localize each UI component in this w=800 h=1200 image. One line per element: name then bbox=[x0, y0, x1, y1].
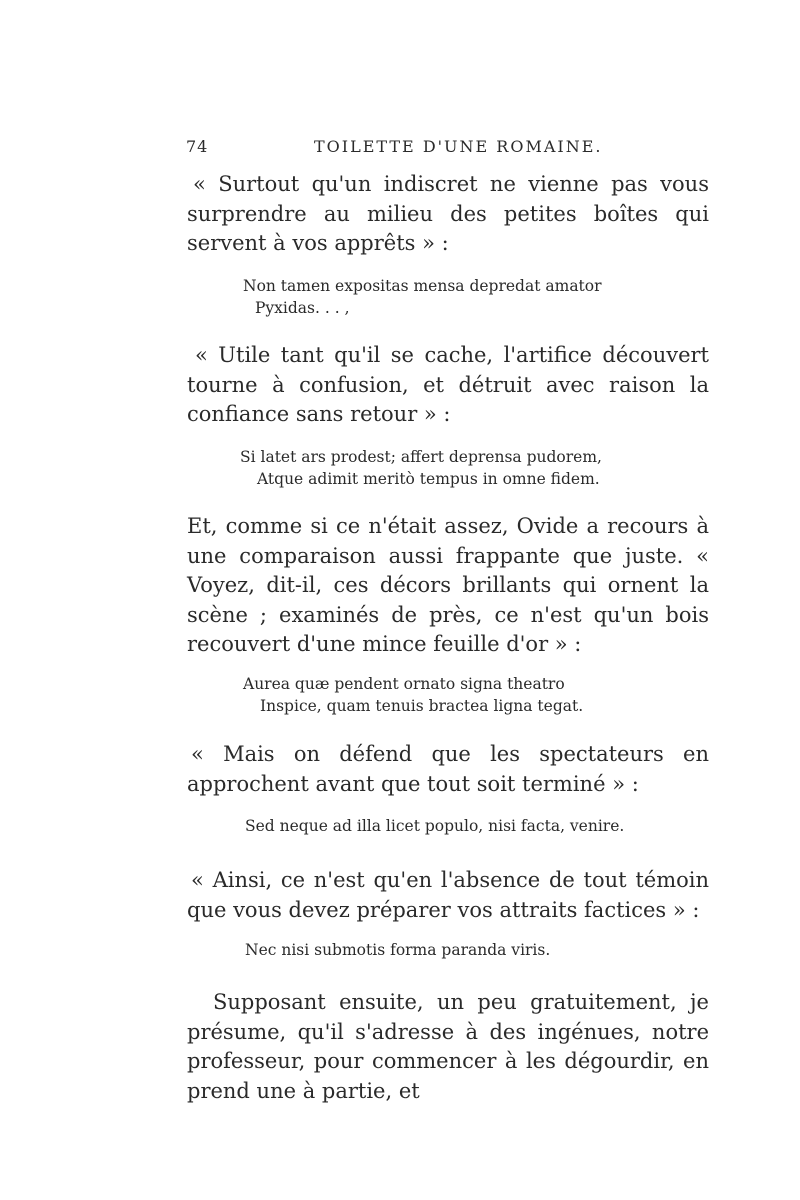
verse-line: Si latet ars prodest; affert deprensa pudorem, bbox=[240, 448, 602, 466]
verse-line: Sed neque ad illa licet populo, nisi facta, venire. bbox=[245, 817, 625, 835]
verse-line: Inspice, quam tenuis bractea ligna tegat. bbox=[260, 697, 584, 715]
verse-quote-3 bbox=[243, 673, 583, 717]
verse-line: Nec nisi submotis forma paranda viris. bbox=[245, 941, 551, 959]
verse-line: Pyxidas. . . , bbox=[255, 299, 350, 317]
verse-quote-2 bbox=[240, 446, 602, 490]
verse-line: Atque adimit meritò tempus in omne fidem. bbox=[257, 470, 600, 488]
verse-quote-4 bbox=[245, 815, 624, 837]
paragraph-2: « Utile tant qu'il se cache, l'artifice découvert tourne à confusion, et détruit avec raison la confiance sans retour » : bbox=[187, 343, 709, 426]
verse-line: Aurea quæ pendent ornato signa theatro bbox=[243, 675, 565, 693]
verse-line: Non tamen expositas mensa depredat amator bbox=[243, 277, 602, 295]
page-number: 74 bbox=[186, 137, 209, 156]
verse-quote-1 bbox=[243, 275, 602, 319]
verse-quote-5 bbox=[245, 939, 550, 961]
paragraph-4: « Mais on défend que les spectateurs en approchent avant que tout soit terminé » : bbox=[187, 742, 709, 796]
page-header bbox=[186, 137, 706, 159]
running-title: TOILETTE D'UNE ROMAINE. bbox=[314, 137, 603, 156]
paragraph-3: Et, comme si ce n'était assez, Ovide a recours à une comparaison aussi frappante que juste. « Voyez, dit-il, ces décors brillants qui ornent la scène ; examinés de près, ce n'est qu'un bois recouvert d'une mince feuille d'or » : bbox=[187, 514, 709, 656]
paragraph-6: Supposant ensuite, un peu gratuitement, je présume, qu'il s'adresse à des ingénues, notre professeur, pour commencer à les dégourdir, en prend une à partie, et bbox=[187, 990, 709, 1103]
paragraph-5: « Ainsi, ce n'est qu'en l'absence de tout témoin que vous devez préparer vos attraits factices » : bbox=[187, 868, 709, 922]
paragraph-1: « Surtout qu'un indiscret ne vienne pas vous surprendre au milieu des petites boîtes qui servent à vos apprêts » : bbox=[187, 172, 709, 255]
